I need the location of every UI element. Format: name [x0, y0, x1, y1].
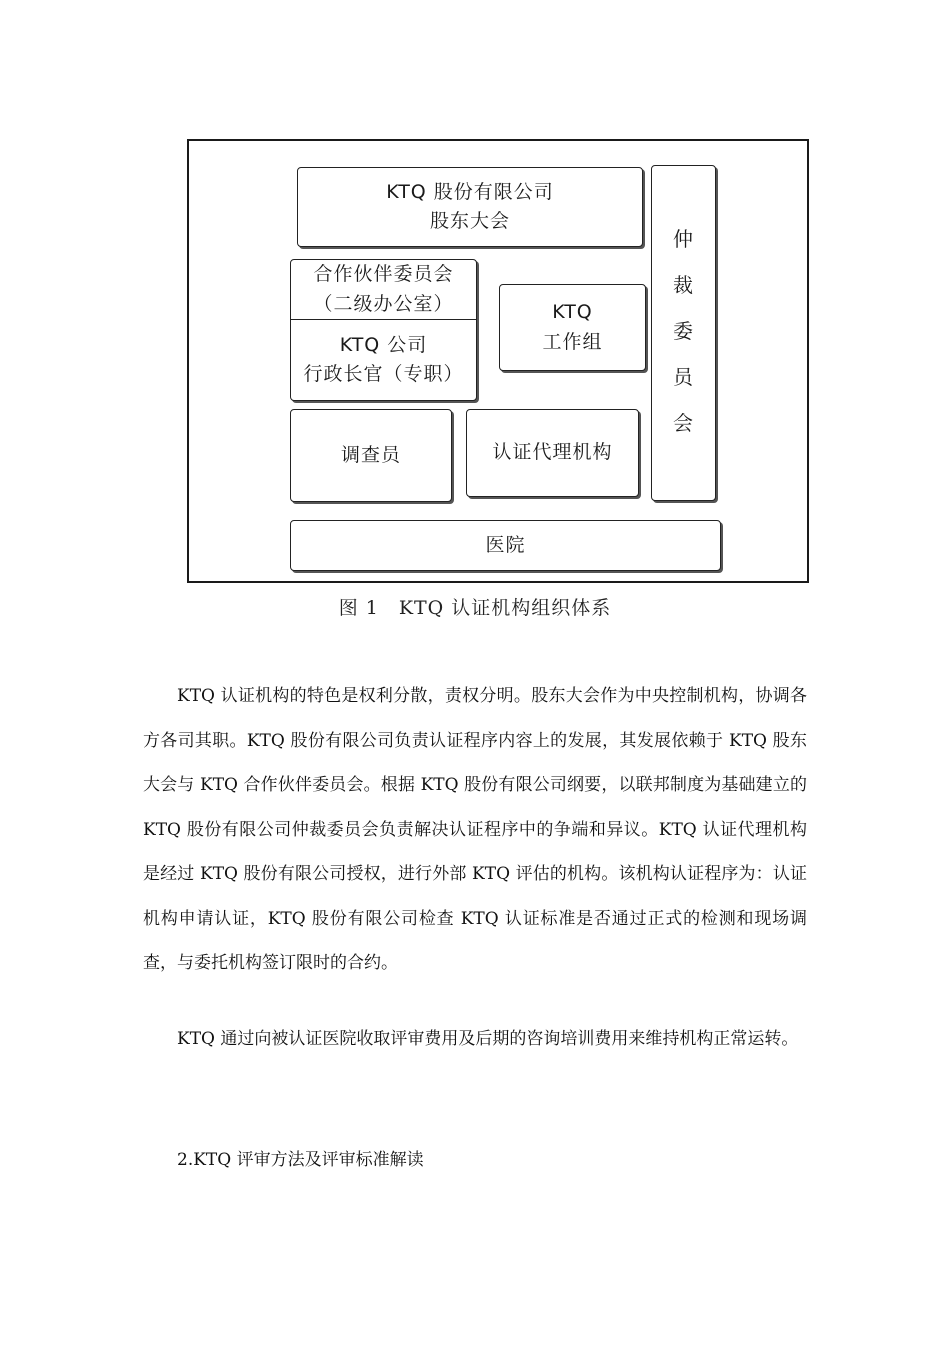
hospital-label: 医院: [485, 533, 526, 556]
executive-officer: [291, 320, 476, 400]
executive-line1: KTQ 公司: [339, 333, 428, 356]
section-heading: 2.KTQ 评审方法及评审标准解读: [177, 1150, 424, 1170]
executive-line2: 行政长官（专职）: [303, 363, 464, 385]
certification-agency-box: [466, 409, 639, 497]
working-group-line2: 工作组: [542, 330, 603, 353]
arbitration-char: 仲: [673, 227, 694, 251]
figure-caption: 图 1 KTQ 认证机构组织体系: [338, 597, 612, 619]
org-chart-frame: [187, 139, 809, 583]
arbitration-char: 会: [673, 411, 694, 435]
working-group-box: [499, 284, 646, 371]
arbitration-char: 委: [673, 319, 694, 343]
arbitration-committee-box: [651, 165, 716, 501]
certification-agency-label: 认证代理机构: [492, 441, 613, 464]
shareholders-line2: 股东大会: [429, 210, 510, 232]
partner-committee: [291, 260, 476, 319]
partner-committee-executive-box: [290, 259, 477, 401]
partner-committee-line1: 合作伙伴委员会: [313, 263, 454, 286]
body-paragraph-2: KTQ 通过向被认证医院收取评审费用及后期的咨询培训费用来维持机构正常运转。: [177, 1029, 799, 1049]
arbitration-char: 员: [673, 365, 694, 389]
arbitration-char: 裁: [673, 273, 694, 297]
shareholders-line1: KTQ 股份有限公司: [386, 180, 554, 203]
investigator-box: [290, 409, 452, 502]
arbitration-committee-label: [673, 216, 694, 446]
body-paragraph-1: KTQ 认证机构的特色是权利分散，责权分明。股东大会作为中央控制机构，协调各方各司其职。KTQ 股份有限公司负责认证程序内容上的发展，其发展依赖于 KTQ 股东大会与 KTQ 合作伙伴委员会。根据 KTQ 股份有限公司纲要，以联邦制度为基础建立的 KTQ 股份有限公司仲裁委员会负责解决认证程序中的争端和异议。KTQ 认证代理机构是经过 KTQ 股份有限公司授权，进行外部 KTQ 评估的机构。该机构认证程序为：认证机构申请认证，KTQ 股份有限公司检查 KTQ 认证标准是否通过正式的检测和现场调查，与委托机构签订限时的合约。: [143, 686, 807, 973]
shareholders-meeting-box: [297, 167, 643, 247]
working-group-line1: KTQ: [552, 301, 593, 324]
partner-committee-line2: （二级办公室）: [313, 292, 454, 315]
hospital-box: [290, 520, 721, 571]
investigator-label: 调查员: [340, 443, 401, 466]
